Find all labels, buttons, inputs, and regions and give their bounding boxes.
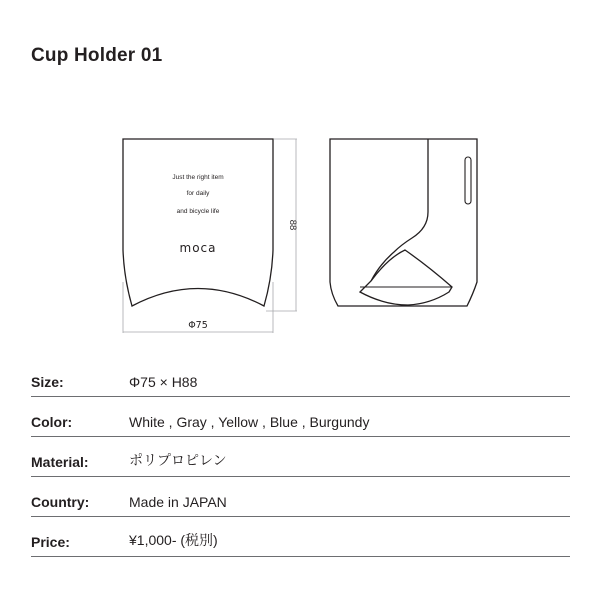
height-dimension-label: 88	[287, 219, 298, 231]
front-view	[123, 139, 273, 306]
spec-row	[31, 356, 570, 397]
spec-label: Color:	[31, 414, 73, 430]
height-dimension	[266, 139, 298, 311]
spec-value: ポリプロピレン	[129, 452, 227, 468]
spec-label: Price:	[31, 534, 70, 550]
side-slot	[465, 157, 471, 204]
side-view	[330, 139, 477, 306]
spec-row	[31, 396, 570, 437]
page-title: Cup Holder 01	[31, 45, 163, 66]
front-outline	[123, 139, 273, 306]
diameter-dimension-label: Φ75	[188, 320, 208, 331]
tagline-line-3: and bicycle life	[176, 208, 220, 215]
spec-value: ¥1,000- (税別)	[129, 532, 218, 548]
spec-label: Size:	[31, 374, 64, 390]
side-cup-opening	[360, 250, 452, 305]
tagline-line-1: Just the right item	[172, 174, 224, 181]
spec-value: White , Gray , Yellow , Blue , Burgundy	[129, 414, 370, 430]
spec-row	[31, 476, 570, 517]
spec-value: Made in JAPAN	[129, 494, 227, 510]
diameter-dimension	[123, 282, 273, 333]
side-outline	[330, 139, 477, 306]
spec-row	[31, 436, 570, 477]
spec-label: Material:	[31, 454, 89, 470]
spec-label: Country:	[31, 494, 90, 510]
moca-logo: moca	[179, 241, 217, 255]
spec-value: Φ75 × H88	[129, 374, 198, 390]
spec-row	[31, 516, 570, 557]
tagline-line-2: for daily	[186, 190, 210, 197]
